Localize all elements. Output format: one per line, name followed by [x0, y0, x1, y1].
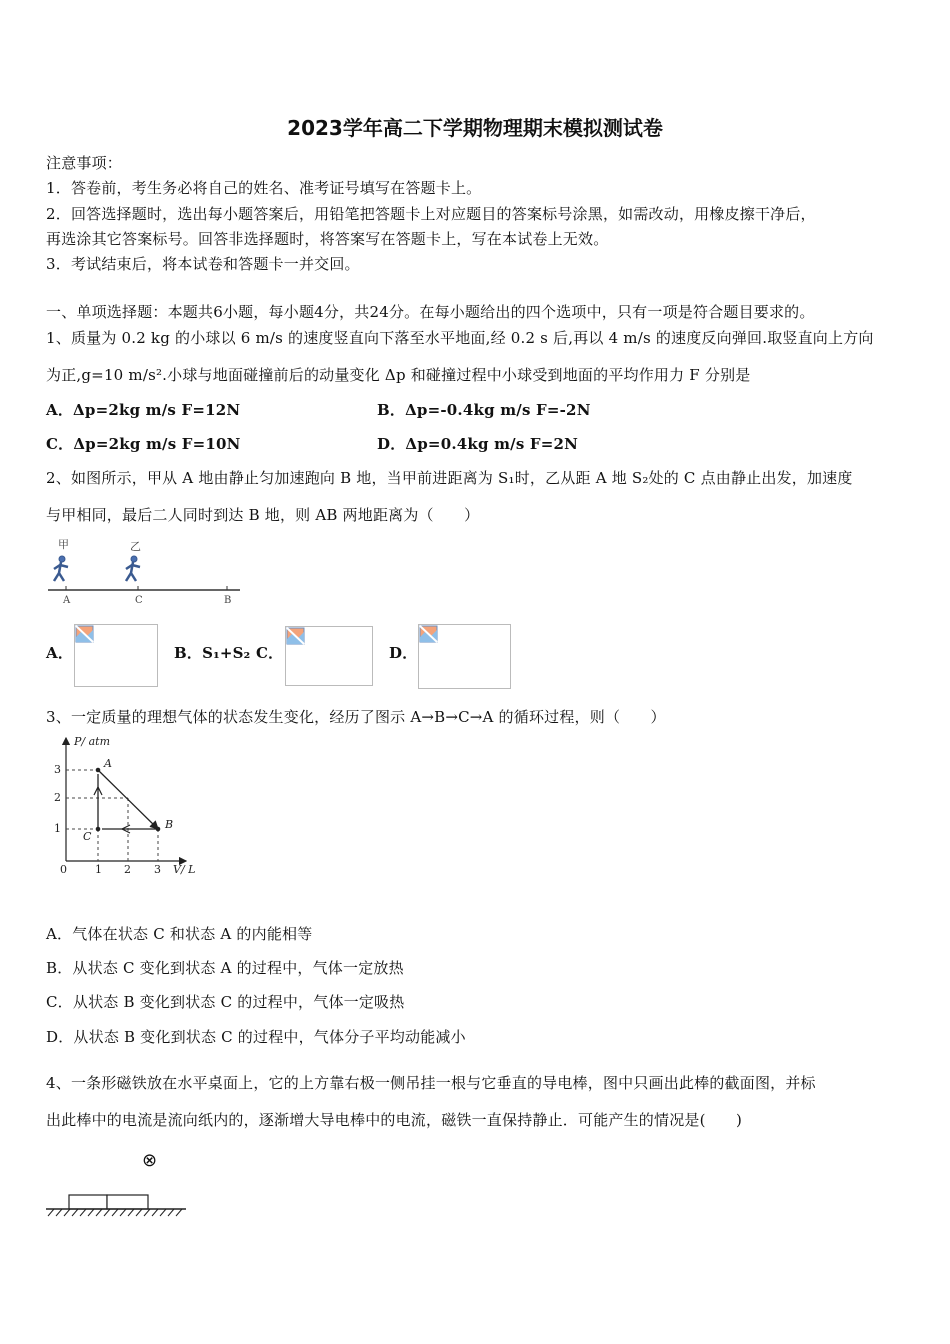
q2-option-d[interactable]: D． [389, 644, 418, 662]
table-hatching [48, 1209, 182, 1216]
broken-image-icon [286, 627, 306, 645]
q4-text-line2: 出此棒中的电流是流向纸内的，逐渐增大导电棒中的电流，磁铁一直保持静止．可能产生的情况是( ) [46, 1111, 743, 1129]
x-tick-3: 3 [154, 863, 161, 876]
y-axis-label: P/ atm [74, 735, 111, 748]
q1-text-line2: 为正,g=10 m/s².小球与地面碰撞前后的动量变化 Δp 和碰撞过程中小球受到地面的平均作用力 F 分别是 [46, 366, 751, 384]
q2-point-a: A [63, 595, 71, 606]
state-c-label: C [83, 830, 92, 843]
q2-point-c: C [135, 595, 143, 606]
notice-item-2: 2．回答选择题时，选出每小题答案后，用铅笔把答题卡上对应题目的答案标号涂黑，如需改动，用橡皮擦干净后， [46, 205, 816, 223]
q1-option-b[interactable]: B．Δp=-0.4kg m/s F=-2N [377, 401, 591, 419]
y-tick-1: 1 [54, 822, 61, 835]
q2-figure [44, 535, 244, 610]
q2-option-c[interactable]: C． [256, 644, 284, 662]
state-a-point [96, 768, 101, 773]
q3-pv-graph [46, 733, 206, 881]
notice-heading: 注意事项： [46, 154, 123, 172]
q2-option-c-image [285, 626, 373, 686]
q1-text-line1: 1、质量为 0.2 kg 的小球以 6 m/s 的速度竖直向下落至水平地面,经 0.2 s 后,再以 4 m/s 的速度反向弹回.取竖直向上方向 [46, 329, 874, 347]
x-tick-2: 2 [124, 863, 131, 876]
q2-text-line2: 与甲相同，最后二人同时到达 B 地，则 AB 两地距离为（ ） [46, 506, 480, 524]
notice-item-1: 1．答卷前，考生务必将自己的姓名、准考证号填写在答题卡上。 [46, 179, 482, 197]
x-tick-0: 0 [60, 863, 67, 876]
runner-yi-icon [126, 556, 140, 581]
q2-figure-label-jia: 甲 [58, 538, 69, 551]
q1-option-d[interactable]: D．Δp=0.4kg m/s F=2N [377, 435, 579, 453]
q4-magnet-figure [44, 1190, 189, 1220]
q4-text-line1: 4、一条形磁铁放在水平桌面上，它的上方靠右极一侧吊挂一根与它垂直的导电棒，图中只画出此棒的截面图，并标 [46, 1074, 816, 1092]
q2-point-b: B [224, 595, 232, 606]
q1-option-a[interactable]: A．Δp=2kg m/s F=12N [46, 401, 241, 419]
q2-text-line1: 2、如图所示，甲从 A 地由静止匀加速跑向 B 地，当甲前进距离为 S₁时，乙从距 A 地 S₂处的 C 点由静止出发，加速度 [46, 469, 853, 487]
broken-image-icon [75, 625, 95, 643]
magnet-left-half [69, 1195, 107, 1209]
state-b-label: B [165, 818, 174, 831]
process-a-to-b [98, 770, 158, 829]
q2-option-b[interactable]: B．S₁+S₂ [174, 644, 251, 662]
page-title: 2023学年高二下学期物理期末模拟测试卷 [287, 116, 663, 140]
q3-text-line1: 3、一定质量的理想气体的状态发生变化，经历了图示 A→B→C→A 的循环过程，则（ ） [46, 708, 666, 726]
x-axis-label: V/ L [173, 863, 196, 876]
section-heading: 一、单项选择题：本题共6小题，每小题4分，共24分。在每小题给出的四个选项中，只有一项是符合题目要求的。 [46, 303, 815, 321]
y-tick-2: 2 [54, 791, 61, 804]
q2-option-a-image [74, 624, 158, 687]
state-b-point [156, 827, 161, 832]
q2-figure-label-yi: 乙 [130, 540, 141, 553]
q3-option-d[interactable]: D．从状态 B 变化到状态 C 的过程中，气体分子平均动能减小 [46, 1028, 466, 1046]
state-c-point [96, 827, 101, 832]
q3-option-a[interactable]: A．气体在状态 C 和状态 A 的内能相等 [46, 925, 313, 943]
q3-option-c[interactable]: C．从状态 B 变化到状态 C 的过程中，气体一定吸热 [46, 993, 405, 1011]
q2-option-d-image [418, 624, 511, 689]
broken-image-icon [419, 625, 439, 643]
notice-item-2-cont: 再选涂其它答案标号。回答非选择题时，将答案写在答题卡上，写在本试卷上无效。 [46, 230, 609, 248]
state-a-label: A [104, 757, 112, 770]
x-tick-1: 1 [95, 863, 102, 876]
y-tick-3: 3 [54, 763, 61, 776]
q2-option-a[interactable]: A． [46, 644, 74, 662]
q3-option-b[interactable]: B．从状态 C 变化到状态 A 的过程中，气体一定放热 [46, 959, 404, 977]
runner-jia-icon [54, 556, 68, 581]
magnet-right-half [107, 1195, 148, 1209]
current-into-page-icon: ⊗ [142, 1150, 158, 1171]
notice-item-3: 3．考试结束后，将本试卷和答题卡一并交回。 [46, 255, 360, 273]
q1-option-c[interactable]: C．Δp=2kg m/s F=10N [46, 435, 241, 453]
